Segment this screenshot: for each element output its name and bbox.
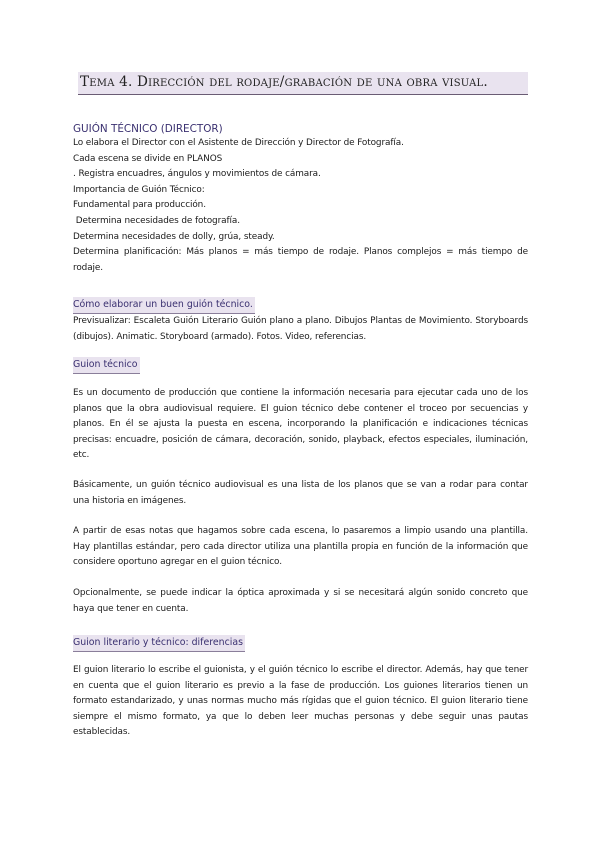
paragraph: Es un documento de producción que contiene la información necesaria para ejecutar cada uno de los planos que la obra audiovisual requiere. El guion técnico debe contener el troceo por secuencias y planos. En él se ajusta la puesta en escena, incorporando la planificación e indicaciones técnicas precisas: encuadre, posición de cámara, decoración, sonido, playback, efectos especiales, iluminación, etc. xyxy=(73,388,528,461)
paragraph: A partir de esas notas que hagamos sobre cada escena, lo pasaremos a limpio usando una plantilla. Hay plantillas estándar, pero cada director utiliza una plantilla propia en función de la información que considere oportuno agregar en el guion técnico. xyxy=(73,526,528,568)
text-line: Fundamental para producción. xyxy=(73,200,206,211)
document-title: Tema 4. Dirección del rodaje/grabación de una obra visual. xyxy=(78,72,528,95)
section-guion-tecnico xyxy=(73,352,528,374)
text-line: Determina necesidades de fotografía. xyxy=(73,215,240,226)
section-como-elaborar xyxy=(73,292,528,345)
section-heading: Guion literario y técnico: diferencias xyxy=(73,635,245,652)
paragraph: El guion literario lo escribe el guionista, y el guión técnico lo escribe el director. Además, hay que tener en cuenta que el guion literario es previo a la fase de producción. Los guiones literarios tienen un formato estandarizado, y unas normas mucho más rígidas que el guion técnico. El guion literario tiene siempre el mismo formato, ya que lo deben leer muchas personas y debe seguir unas pautas establecidas. xyxy=(73,665,528,738)
section-diferencias xyxy=(73,630,528,652)
paragraph: Opcionalmente, se puede indicar la óptica aproximada y si se necesitará algún sonido concreto que haya que tener en cuenta. xyxy=(73,588,528,614)
text-line: . Registra encuadres, ángulos y movimientos de cámara. xyxy=(73,169,321,180)
section-guion-tecnico-director xyxy=(73,122,528,276)
text-line: Lo elabora el Director con el Asistente de Dirección y Director de Fotografía. xyxy=(73,138,404,148)
section-heading: GUIÓN TÉCNICO (DIRECTOR) xyxy=(73,123,223,135)
text-line: Determina necesidades de dolly, grúa, steady. xyxy=(73,231,275,242)
paragraph: Previsualizar: Escaleta Guión Literario Guión plano a plano. Dibujos Plantas de Movimiento. Storyboards (dibujos). Animatic. Storyboard (armado). Fotos. Video, referencias. xyxy=(73,316,528,342)
text-line: Cada escena se divide en PLANOS xyxy=(73,153,223,164)
paragraph: Básicamente, un guión técnico audiovisual es una lista de los planos que se van a rodar para contar una historia en imágenes. xyxy=(73,480,528,506)
text-line: Importancia de Guión Técnico: xyxy=(73,184,205,195)
paragraph: Determina planificación: Más planos = más tiempo de rodaje. Planos complejos = más tiempo de rodaje. xyxy=(73,247,528,273)
section-heading: Guion técnico xyxy=(73,357,140,374)
section-heading: Cómo elaborar un buen guión técnico. xyxy=(73,297,255,314)
